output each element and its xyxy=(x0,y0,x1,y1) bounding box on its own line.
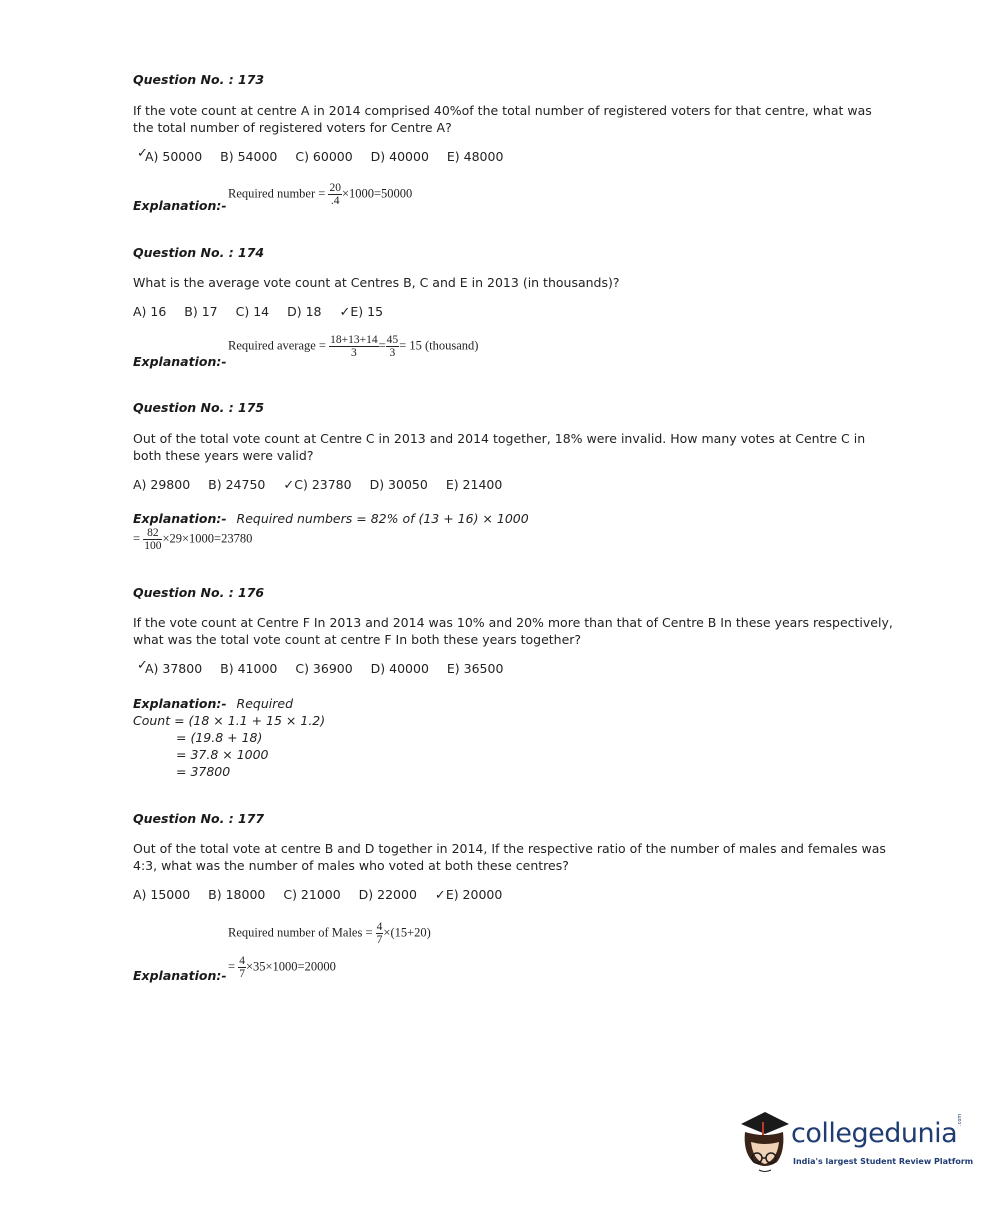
question-175-options xyxy=(133,477,516,493)
question-177-text: Out of the total vote at centre B and D together in 2014, If the respective ratio of the number of males and females was 4:3, what was the number of males who voted at both these centres? xyxy=(133,841,886,873)
question-174-text: What is the average vote count at Centres B, C and E in 2013 (in thousands)? xyxy=(133,275,620,290)
explanation-line-2: = (19.8 + 18) xyxy=(176,730,263,745)
question-173-text: If the vote count at centre A in 2014 comprised 40%of the total number of registered voters for that centre, what was the total number of registered voters for Centre A? xyxy=(133,103,872,135)
mascot-icon xyxy=(735,1108,793,1174)
equation-rhs: ×35×1000=20000 xyxy=(245,959,336,974)
fraction-numerator: 18+13+14 xyxy=(330,334,378,346)
fraction-numerator: 4 xyxy=(239,955,245,967)
option-e: E) 15 xyxy=(350,304,384,319)
equation-lhs: Required number = xyxy=(228,186,326,201)
question-174-options xyxy=(133,304,397,320)
question-176-explanation xyxy=(133,696,293,711)
fraction xyxy=(329,334,378,359)
option-b: B) 18000 xyxy=(208,887,266,902)
fraction-numerator: 20 xyxy=(329,182,341,194)
fraction xyxy=(386,334,400,359)
fraction-denominator: 3 xyxy=(350,347,357,359)
fraction xyxy=(328,182,342,207)
equation-rhs: = 15 (thousand) xyxy=(399,338,479,353)
option-b: B) 54000 xyxy=(220,149,278,164)
equation-rhs: ×(15+20) xyxy=(383,925,431,940)
question-173-options xyxy=(133,146,517,164)
question-174-title: Question No. : 174 xyxy=(133,245,265,260)
option-b: B) 17 xyxy=(184,304,218,319)
check-icon: ✓ xyxy=(137,146,148,161)
check-icon: ✓ xyxy=(137,658,148,673)
fraction-denominator: 7 xyxy=(239,968,245,980)
equation-lhs: Required average = xyxy=(228,338,326,353)
option-d: D) 40000 xyxy=(370,661,429,676)
fraction-denominator: .4 xyxy=(330,195,340,207)
check-icon: ✓ xyxy=(339,305,351,320)
question-174-equation xyxy=(228,334,478,359)
option-e: E) 36500 xyxy=(446,661,504,676)
question-173-equation xyxy=(228,182,412,207)
question-175-text: Out of the total vote count at Centre C in 2013 and 2014 together, 18% were invalid. How many votes at Centre C in both these years were valid? xyxy=(133,431,866,463)
question-177-equation-2 xyxy=(228,955,336,980)
explanation-label: Explanation:- xyxy=(133,511,227,526)
logo-tld: .com xyxy=(957,1113,963,1126)
equation-rhs: ×29×1000=23780 xyxy=(162,531,253,546)
question-175-equation xyxy=(133,527,252,552)
equation-lhs: = xyxy=(133,531,141,546)
option-c: C) 60000 xyxy=(295,149,353,164)
check-icon: ✓ xyxy=(434,888,446,903)
equation-rhs: ×1000=50000 xyxy=(341,186,413,201)
option-e: E) 21400 xyxy=(445,477,503,492)
option-c: C) 36900 xyxy=(295,661,353,676)
fraction-denominator: 100 xyxy=(144,540,162,552)
collegedunia-logo xyxy=(735,1108,974,1178)
option-b: B) 24750 xyxy=(208,477,266,492)
question-177-title: Question No. : 177 xyxy=(133,811,265,826)
equation-lhs: = xyxy=(228,959,236,974)
explanation-text: Required xyxy=(236,696,294,711)
explanation-line-4: = 37800 xyxy=(176,764,231,779)
option-b: B) 41000 xyxy=(220,661,278,676)
option-c: C) 21000 xyxy=(283,887,341,902)
option-a: A) 50000 xyxy=(145,149,203,164)
fraction xyxy=(238,955,246,980)
logo-wordmark: collegedunia xyxy=(791,1118,958,1149)
fraction-denominator: 7 xyxy=(376,934,383,946)
equals-sign: = xyxy=(378,338,386,353)
question-176-title: Question No. : 176 xyxy=(133,585,265,600)
fraction-denominator: 3 xyxy=(389,347,396,359)
option-d: D) 18 xyxy=(287,304,322,319)
check-icon: ✓ xyxy=(283,478,295,493)
fraction-numerator: 45 xyxy=(386,334,399,346)
option-c: C) 23780 xyxy=(294,477,352,492)
option-a: A) 15000 xyxy=(133,887,191,902)
option-d: D) 22000 xyxy=(358,887,417,902)
question-175-explanation xyxy=(133,511,529,526)
question-176-text: If the vote count at Centre F In 2013 and 2014 was 10% and 20% more than that of Centre B In these years respectively, what was the total vote count at centre F In both these years together? xyxy=(133,615,893,647)
question-176-options xyxy=(133,658,517,676)
question-174-explanation-label: Explanation:- xyxy=(133,354,227,369)
fraction-numerator: 82 xyxy=(143,527,162,540)
option-a: A) 16 xyxy=(133,304,167,319)
fraction xyxy=(143,527,162,552)
explanation-line-1: Count = (18 × 1.1 + 15 × 1.2) xyxy=(133,713,326,728)
logo-tagline: India's largest Student Review Platform xyxy=(793,1157,974,1166)
option-d: D) 30050 xyxy=(369,477,428,492)
option-e: E) 20000 xyxy=(445,887,503,902)
option-a: A) 37800 xyxy=(145,661,203,676)
option-c: C) 14 xyxy=(235,304,270,319)
equation-lhs: Required number of Males = xyxy=(228,925,373,940)
explanation-text: Required numbers = 82% of (13 + 16) × 1000 xyxy=(236,511,529,526)
option-e: E) 48000 xyxy=(446,149,504,164)
explanation-label: Explanation:- xyxy=(133,696,227,711)
question-177-options xyxy=(133,887,516,903)
option-d: D) 40000 xyxy=(370,149,429,164)
question-173-title: Question No. : 173 xyxy=(133,72,265,87)
fraction-numerator: 4 xyxy=(376,921,383,933)
explanation-line-3: = 37.8 × 1000 xyxy=(176,747,269,762)
question-177-explanation-label: Explanation:- xyxy=(133,968,227,983)
question-173-explanation-label: Explanation:- xyxy=(133,198,227,213)
option-a: A) 29800 xyxy=(133,477,191,492)
question-177-equation-1 xyxy=(228,921,431,946)
question-175-title: Question No. : 175 xyxy=(133,400,265,415)
